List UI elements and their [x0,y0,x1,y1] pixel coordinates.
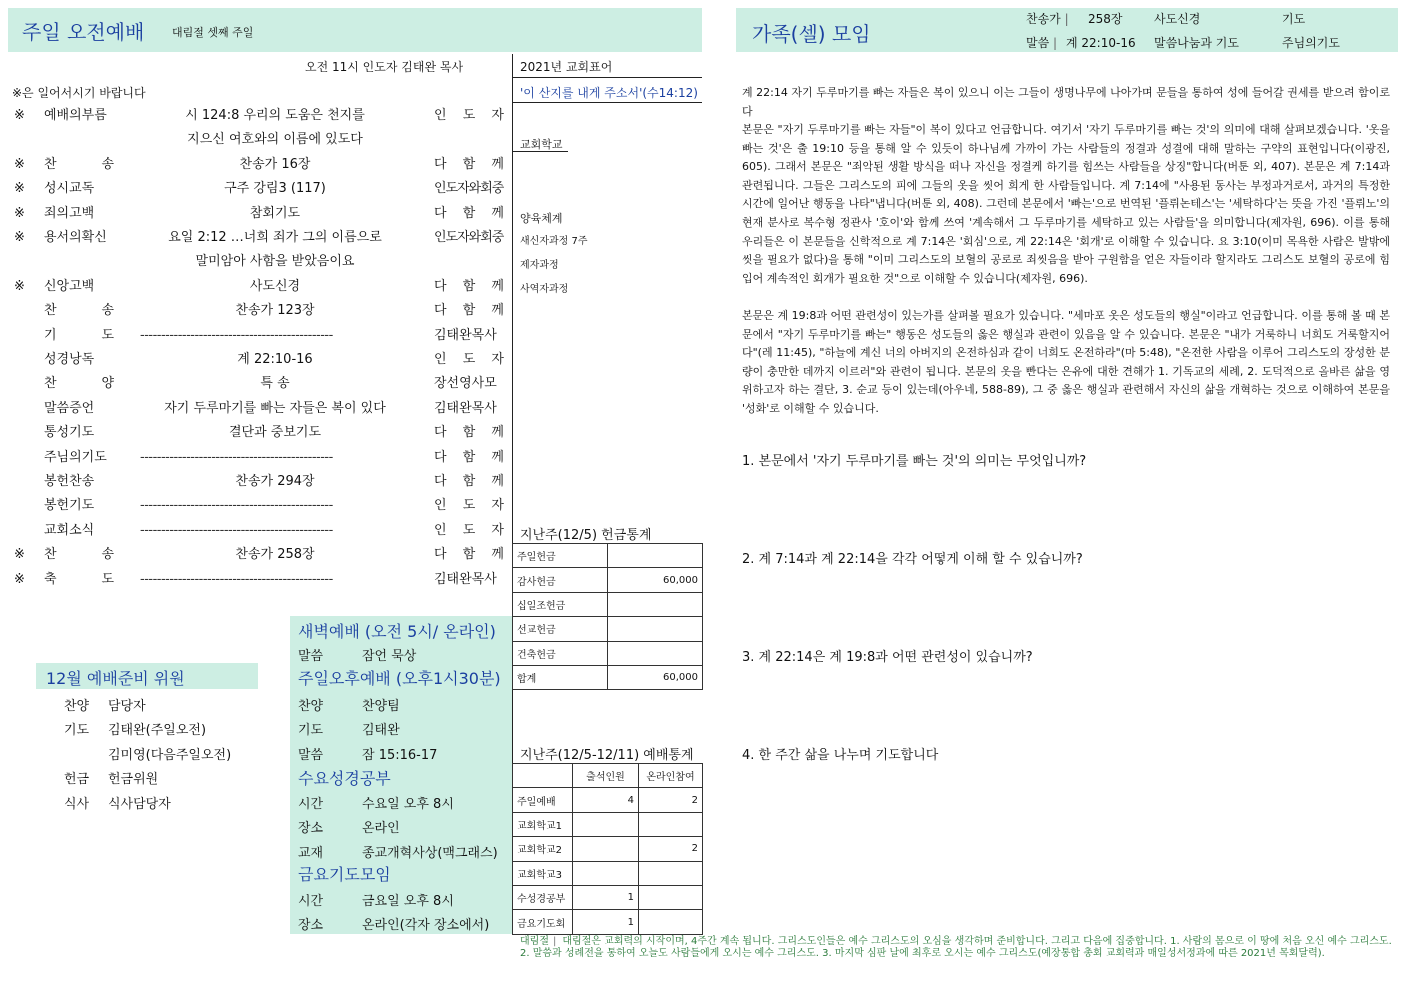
attendance-online [639,910,703,934]
offering-row [513,617,703,641]
middle-rule-top [512,77,702,78]
stand-mark: ※ [14,230,25,245]
study-question: 4. 한 주간 삶을 나누며 기도합니다 [742,748,939,763]
stand-mark: ※ [14,205,25,221]
order-row [0,202,512,226]
attendance-header: 출석인원 [573,764,639,788]
offering-row [513,592,703,616]
order-item-name: 축 도 [44,571,114,587]
order-item-name: 찬 양 [44,376,114,392]
order-item-content: 시 124:8 우리의 도움은 천지를 [185,108,365,123]
order-item-content: ---------------------------------------------- [140,498,333,514]
order-row [0,348,512,372]
committee-value: 식사담당자 [108,796,171,812]
order-item-leader: 다 함 께 [434,474,504,489]
order-row [0,226,512,250]
order-item-leader: 김태완목사 [434,571,497,587]
attendance-label: 교회학교1 [513,812,573,836]
offering-amount [608,617,703,641]
order-item-leader: 인 도 자 [434,498,504,514]
order-item-content: 자기 두루마기를 빠는 자들은 복이 있다 [164,400,386,416]
order-item-name: 주님의기도 [44,449,107,465]
offering-amount [608,592,703,616]
attendance-online [639,861,703,885]
order-item-content: 찬송가 16장 [239,156,311,172]
attendance-present: 1 [573,885,639,909]
order-item-content: 구주 강림3 (117) [224,181,326,197]
order-item-content: 찬송가 258장 [235,547,315,563]
order-item-content: 사도신경 [249,278,301,294]
order-item-name: 찬 송 [44,156,114,172]
order-item-leader: 인도자와회중 [434,181,504,197]
order-item-content: ---------------------------------------------- [140,327,333,343]
attendance-label: 수성경공부 [513,885,573,909]
cell-lords-prayer: 주님의기도 [1282,36,1340,50]
order-item-name: 용서의확신 [44,230,107,245]
stand-mark: ※ [14,547,25,563]
cell-meeting-title: 가족(셀) 모임 [752,22,871,46]
wednesday-value: 온라인 [362,821,400,837]
committee-value: 담당자 [108,699,146,714]
order-item-name: 찬 송 [44,303,114,319]
attendance-label: 교회학교2 [513,837,573,861]
attendance-row [513,812,703,836]
afternoon-label: 말씀 [298,747,324,763]
order-item-name: 봉헌기도 [44,498,95,514]
wednesday-label: 장소 [298,821,324,837]
order-row [0,568,512,592]
afternoon-value: 찬양팀 [362,699,400,714]
attendance-row [513,885,703,909]
order-row [0,494,512,518]
order-item-content: 요일 2:12 …너희 죄가 그의 이름으로 [168,230,382,245]
order-row [0,543,512,567]
attendance-online: 2 [639,788,703,812]
stand-note: ※은 일어서시기 바랍니다 [12,86,146,100]
order-item-leader: 다 함 께 [434,449,504,465]
stand-mark: ※ [14,571,25,587]
offering-label: 십일조헌금 [513,592,608,616]
order-item-content: 결단과 중보기도 [228,425,322,441]
offering-table [512,543,703,690]
attendance-present: 4 [573,788,639,812]
committee-label: 헌금 [64,772,90,788]
attendance-table [512,763,703,935]
order-item-name: 신앙고백 [44,278,95,294]
advent-label: 대림절 [520,936,549,947]
cell-creed: 사도신경 [1154,12,1201,26]
order-item-leader: 다 함 께 [434,156,504,172]
order-item-name: 성경낭독 [44,352,95,367]
attendance-row [513,788,703,812]
order-item-leader: 인 도 자 [434,352,504,367]
offering-amount: 60,000 [608,665,703,689]
order-item-leader: 다 함 께 [434,547,504,563]
service-info: 오전 11시 인도자 김태완 목사 [305,60,464,74]
order-item-name: 통성기도 [44,425,95,441]
committee-value: 헌금위원 [108,772,159,788]
order-row [0,153,512,177]
study-question: 2. 계 7:14과 계 22:14을 각각 어떻게 이해 할 수 있습니까? [742,552,1083,567]
friday-value: 온라인(각자 장소에서) [362,918,490,934]
cell-hymn-label: 찬송가 | [1026,12,1069,26]
order-row [0,299,512,323]
order-item-name: 죄의고백 [44,205,95,221]
order-item-leader: 다 함 께 [434,278,504,294]
wednesday-value: 종교개혁사상(맥그래스) [362,845,498,861]
attendance-row [513,861,703,885]
attendance-online: 2 [639,837,703,861]
wednesday-study-title: 수요성경공부 [298,769,391,788]
offering-label: 건축헌금 [513,641,608,665]
order-item-content: 찬송가 294장 [235,474,315,489]
offering-label: 감사헌금 [513,568,608,592]
order-row [0,324,512,348]
order-row [0,470,512,494]
wednesday-label: 교재 [298,845,324,861]
attendance-label: 금요기도회 [513,910,573,934]
order-item-name: 기 도 [44,327,114,343]
offering-row [513,665,703,689]
attendance-present [573,812,639,836]
order-row [0,128,512,152]
order-item-content: 말미암아 사함을 받았음이요 [195,254,355,270]
offering-amount [608,641,703,665]
order-item-leader: 김태완목사 [434,400,497,416]
cell-word-passage: 계 22:10-16 [1066,36,1136,50]
committee-value: 김태완(주일오전) [108,723,207,739]
edu-item: 사역자과정 [520,284,569,295]
offering-label: 선교헌금 [513,617,608,641]
order-item-leader: 다 함 께 [434,205,504,221]
attendance-present [573,837,639,861]
afternoon-value: 김태완 [362,723,400,739]
advent-text: 대림절은 교회력의 시작이며, 4주간 계속 됩니다. 그리스도인들은 예수 그리스도의 오심을 생각하며 준비합니다. 그리고 다음에 집중합니다. 1. 사람의 몸으로 이 땅에 처음 오신 예수 그리스도. 2. 말씀과 성례전을 통하여 오늘도 사람들에게 오시는 예수 그리스도. 3. 마지막 심판 날에 최후로 오시는 예수 그리스도(예장통합 총회 교회력과 매일성서정과에 따른 2021년 목회달력). [520,936,1392,959]
friday-value: 금요일 오후 8시 [362,894,454,909]
stand-mark: ※ [14,278,25,294]
order-item-leader: 김태완목사 [434,327,497,343]
order-item-content: ---------------------------------------------- [140,522,333,538]
church-school-label: 교회학교 [520,138,563,151]
wednesday-label: 시간 [298,797,324,812]
edu-item: 새신자과정 7주 [520,236,588,247]
attendance-row [513,910,703,934]
service-subtitle: 대림절 셋째 주일 [172,26,254,39]
offering-label: 합계 [513,665,608,689]
order-item-leader: 장선영사모 [434,376,497,392]
attendance-present: 1 [573,910,639,934]
order-item-leader: 인 도 자 [434,108,504,123]
attendance-title: 지난주(12/5-12/11) 예배통계 [520,748,694,763]
offering-amount: 60,000 [608,568,703,592]
offering-title: 지난주(12/5) 헌금통계 [520,528,652,543]
afternoon-value: 잠 15:16-17 [362,747,438,763]
attendance-present [573,861,639,885]
edu-item: 제자과정 [520,260,559,271]
attendance-online [639,812,703,836]
committee-value: 김미영(다음주일오전) [108,747,232,763]
order-item-content: 참회기도 [249,205,301,221]
order-item-leader: 다 함 께 [434,425,504,441]
study-question: 1. 본문에서 '자기 두루마기를 빠는 것'의 의미는 무엇입니까? [742,454,1087,469]
stand-mark: ※ [14,181,25,197]
order-item-name: 예배의부름 [44,108,107,123]
order-item-content: ---------------------------------------------- [140,571,333,587]
attendance-header: 온라인참여 [639,764,703,788]
middle-rule-motto [512,102,702,103]
attendance-row [513,837,703,861]
offering-row [513,641,703,665]
offering-amount [608,544,703,568]
order-item-name: 교회소식 [44,522,95,538]
cell-hymn-number: 258장 [1088,12,1123,26]
church-motto: '이 산지를 내게 주소서'(수14:12) [520,86,698,100]
order-item-leader: 인도자와회중 [434,230,504,245]
study-paragraph: 본문은 계 19:8과 어떤 관련성이 있는가를 살펴볼 필요가 있습니다. "세마포 옷은 성도들의 행실"이라고 언급합니다. 이를 통해 볼 때 본문에서 "자기 두루마기를 빠는" 행동은 성도들의 옳은 행실과 관련이 있음을 알 수 있습니다. 본문은 "내가 거룩하니 너희도 거룩할지어다"(레 11:45), "하늘에 계신 너의 아버지의 온전하심과 같이 너희도 온전하라"(마 5:48), "온전한 사람을 이루어 그리스도의 장성한 분량이 충만한 데까지 이르러"와 관련이 됩니다. 본문의 옷을 빤다는 은유에 대한 견해가 1. 기독교의 세례, 2. 도덕적으로 올바른 삶을 영위하고자 하는 결단, 3. 순교 등이 있는데(아우네, 588-89), 그 중 옳은 행실과 관련해서 자신의 삶을 개혁하는 것으로 이해하여 본문을 '성화'로 이해할 수 있습니다. [742,309,1390,415]
school-underline [512,151,568,152]
stand-mark: ※ [14,156,25,172]
committee-label: 식사 [64,796,90,812]
cell-word-label: 말씀 | [1026,36,1058,50]
offering-row [513,568,703,592]
attendance-label: 주일예배 [513,788,573,812]
service-title: 주일 오전예배 [22,20,145,44]
advent-note: 대림절 | 대림절은 교회력의 시작이며, 4주간 계속 됩니다. 그리스도인들은 예수 그리스도의 오심을 생각하며 준비합니다. 그리고 다음에 집중합니다. 1. 사람의 몸으로 이 땅에 처음 오신 예수 그리스도. 2. 말씀과 성례전을 통하여 오늘도 사람들에게 오시는 예수 그리스도. 3. 마지막 심판 날에 최후로 오시는 예수 그리스도(예장통합 총회 교회력과 매일성서정과에 따른 2021년 목회달력). [520,936,1392,959]
order-row [0,250,512,274]
order-item-name: 찬 송 [44,547,114,563]
education-system-label: 양육체계 [520,212,563,225]
friday-label: 장소 [298,918,324,934]
cell-sharing: 말씀나눔과 기도 [1154,36,1239,50]
offering-row [513,544,703,568]
order-item-content: 특 송 [260,376,290,392]
order-row [0,275,512,299]
order-row [0,177,512,201]
attendance-header [513,764,573,788]
dawn-value: 잠언 묵상 [362,649,417,664]
afternoon-service-title: 주일오후예배 (오후1시30분) [298,669,501,688]
order-item-name: 말씀증언 [44,400,95,416]
afternoon-label: 기도 [298,723,324,739]
order-row [0,519,512,543]
wednesday-value: 수요일 오후 8시 [362,797,454,812]
friday-prayer-title: 금요기도모임 [298,865,391,884]
study-verse: 계 22:14 자기 두루마기를 빠는 자들은 복이 있으니 이는 그들이 생명나무에 나아가며 문들을 통하여 성에 들어갈 권세를 받으려 함이로다 [742,86,1390,118]
order-item-content: 계 22:10-16 [237,352,313,367]
order-item-content: 찬송가 123장 [235,303,315,319]
study-question: 3. 계 22:14은 계 19:8과 어떤 관련성이 있습니까? [742,650,1033,665]
friday-label: 시간 [298,894,324,909]
committee-label: 기도 [64,723,90,739]
attendance-online [639,885,703,909]
motto-year-label: 2021년 교회표어 [520,60,613,74]
order-row [0,372,512,396]
order-item-name: 성시교독 [44,181,95,197]
offering-label: 주일헌금 [513,544,608,568]
cell-prayer: 기도 [1282,12,1306,26]
order-item-content: 지으신 여호와의 이름에 있도다 [187,132,363,148]
dawn-service-title: 새벽예배 (오전 5시/ 온라인) [298,622,496,641]
order-item-content: ---------------------------------------------- [140,449,333,465]
committee-title: 12월 예배준비 위원 [46,669,185,688]
order-row [0,397,512,421]
order-row [0,421,512,445]
study-paragraph: 본문은 "자기 두루마기를 빠는 자들"이 복이 있다고 언급합니다. 여기서 '자기 두루마기를 빠는 것'의 의미에 대해 살펴보겠습니다. '옷을 빠는 것'은 출 19:10 등을 통해 알 수 있듯이 하나님께 가까이 가는 사람들의 정결과 성결에 대해 말하는 구약의 표현입니다(이광진, 605). 그래서 본문은 "죄악된 생활 방식을 떠나 자신을 정결케 하기를 힘쓰는 사람들을 상징"합니다(버툰 외, 407). 본문은 계 7:14과 관련됩니다. 그들은 그리스도의 피에 그들의 옷을 씻어 희게 한 사람들입니다. 계 7:14에 "사용된 동사는 부정과거로서, 과거의 특정한 시간에 일어난 행동을 나타"냅니다(버툰 외, 408). 그런데 본문에서 '빠는'으로 번역된 '플뤼논테스'는 '세탁하다'는 뜻을 가진 '플뤼노'의 현재 분사로 복수형 정관사 '호이'와 함께 쓰여 '계속해서 그 두루마기를 세탁하고 있는 사람들'을 의미합니다(제자원, 696). 이를 통해 우리들은 이 본문들을 신학적으로 계 7:14은 '회심'으로, 계 22:14은 '회개'로 이해할 수 있습니다. 요 3:10(이미 목욕한 사람은 발밖에 씻을 필요가 없다)을 통해 "이미 그리스도의 보혈의 공로로 죄씻음을 받아 구원함을 얻은 자들이라 할지라도 그리스도 보혈의 공로에 힘입어 계속적인 회개가 필요한 것"으로 이해할 수 있습니다(제자원, 696). [742,123,1390,285]
order-row [0,446,512,470]
stand-mark: ※ [14,108,25,123]
order-item-leader: 인 도 자 [434,522,504,538]
committee-label: 찬양 [64,699,90,714]
order-row [0,104,512,128]
attendance-label: 교회학교3 [513,861,573,885]
afternoon-label: 찬양 [298,699,324,714]
dawn-label: 말씀 [298,649,324,664]
order-item-name: 봉헌찬송 [44,474,95,489]
order-item-leader: 다 함 께 [434,303,504,319]
